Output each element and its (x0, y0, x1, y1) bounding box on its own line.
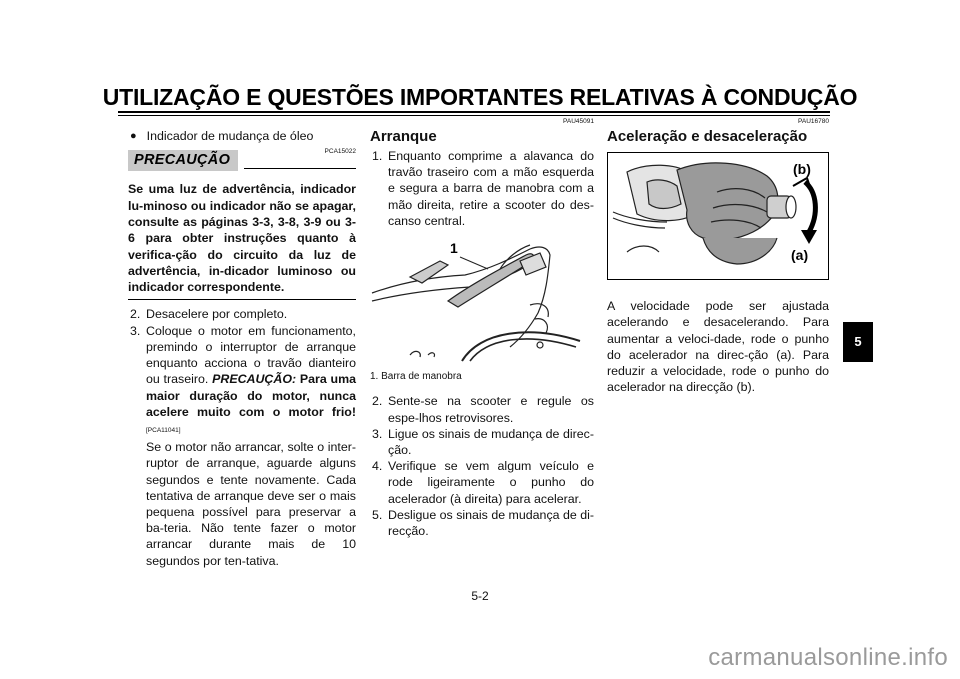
bullet-text: Indicador de mudança de óleo (146, 129, 314, 143)
step-text: Ligue os sinais de mudança de direc-ção. (388, 426, 594, 458)
caution-text: Se uma luz de advertência, indicador lu-minoso ou indicador não se apagar, consulte as páginas 3-3, 3-8, 3-9 ou 3-6 para obter instruções quanto à verifica-ção do circuito da luz de advertência, in-dicador luminoso ou indicador correspondente. (128, 182, 356, 295)
throttle-figure (607, 152, 829, 284)
step-number: 3. (130, 323, 141, 338)
grab-bar-illustration (370, 235, 594, 363)
step-text: Enquanto comprime a alavanca do travão traseiro com a mão esquerda e segura a barra de manobra com a mão direita, retire a scooter do des-canso central. (388, 149, 594, 228)
page-title: UTILIZAÇÃO E QUESTÕES IMPORTANTES RELATIVAS À CONDUÇÃO (102, 84, 858, 110)
section-heading: Aceleração e desaceleração (607, 128, 808, 145)
label-a: (a) (791, 247, 809, 263)
step-number: 2. (372, 394, 383, 409)
step-number: 3. (372, 426, 383, 441)
caution-badge: PRECAUÇÃO (128, 150, 238, 171)
bullet-icon: ● (130, 130, 137, 142)
title-rule-bottom (118, 115, 830, 116)
label-b: (b) (793, 161, 811, 177)
list-item (370, 507, 594, 539)
step-text: Desacelere por completo. (146, 307, 288, 322)
step-text: Coloque o motor em funcionamento, premindo o interruptor de arranque enquanto acciona o travão dianteiro ou traseiro. (146, 323, 356, 387)
title-rule-top (118, 111, 830, 113)
inline-caution-label: PRECAUÇÃO: (212, 372, 297, 387)
column-left (128, 118, 356, 569)
step-number: 4. (372, 459, 383, 474)
column-middle (370, 118, 594, 539)
caution-header (128, 150, 356, 171)
list-item (370, 148, 594, 229)
scooter-figure (370, 235, 594, 385)
section-code: PAU45091 (563, 118, 594, 125)
step-number: 2. (130, 307, 141, 322)
step-text: Sente-se na scooter e regule os espe-lhos retrovisores. (388, 394, 594, 425)
step-number: 1. (372, 149, 383, 163)
step-text: Desligue os sinais de mudança de di-recção. (388, 507, 594, 539)
caution-box (128, 150, 356, 300)
list-item (128, 323, 356, 569)
steps-list (128, 306, 356, 568)
figure-callout-1: 1 (450, 240, 458, 257)
steps-list-continued (370, 393, 594, 539)
section-heading: Arranque (370, 128, 437, 145)
step-number: 5. (372, 507, 383, 522)
list-item (370, 393, 594, 425)
body-text: A velocidade pode ser ajustada acelerando e desacelerando. Para aumentar a veloci-dade, rode o punho do acelerador na direc-ção (a). Para reduzir a velocidade, rode o punho do acelerador na direcção (b). (607, 299, 829, 395)
step-text: Verifique se vem algum veículo e rode ligeiramente o punho do acelerador (à direita) para acelerar. (388, 459, 594, 506)
list-item (370, 458, 594, 507)
figure-caption: 1. Barra de manobra (370, 371, 462, 383)
steps-list (370, 148, 594, 229)
caution-rule (244, 168, 356, 169)
watermark: carmanualsonline.info (708, 644, 948, 671)
bullet-item (128, 128, 356, 144)
page-number: 5-2 (471, 589, 489, 603)
inline-caution-text: Para uma maior duração do motor, nunca acelere muito com o motor frio! (146, 372, 356, 419)
caution-code: PCA15022 (324, 148, 356, 156)
list-item (370, 426, 594, 458)
column-right (607, 118, 829, 395)
section-code: PAU16780 (798, 118, 829, 125)
inline-caution-code: [PCA11041] (146, 426, 181, 434)
step-text-continued: Se o motor não arrancar, solte o inter-ruptor de arranque, aguarde alguns segundos e tente novamente. Cada tentativa de arranque deve ser o mais pequena possível para preservar a ba-teria. Não tente fazer o motor arrancar durante mais de 10 segundos por ten-tativa. (146, 440, 356, 568)
chapter-tab: 5 (843, 322, 873, 362)
list-item (128, 306, 356, 322)
throttle-illustration (607, 152, 829, 280)
caution-bottom-rule (128, 299, 356, 300)
